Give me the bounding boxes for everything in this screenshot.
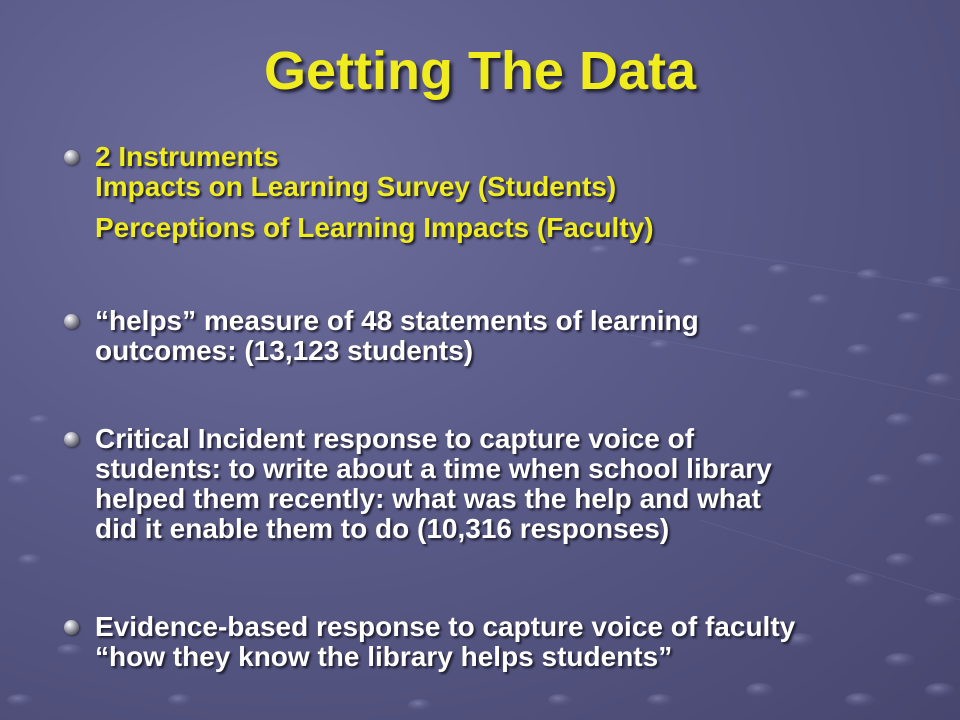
- bullet-text: [95, 424, 935, 544]
- bullet-line: Perceptions of Learning Impacts (Faculty): [95, 212, 654, 243]
- bullet-line: Evidence-based response to capture voice of faculty: [95, 611, 796, 642]
- bullet-line: “helps” measure of 48 statements of learning: [95, 305, 699, 336]
- bullet-sphere-icon: [64, 620, 79, 635]
- bullet-line: did it enable them to do (10,316 responses): [95, 513, 670, 544]
- bullet-line: “how they know the library helps students”: [95, 641, 673, 672]
- bullet-line: students: to write about a time when school library: [95, 453, 772, 484]
- bullet-line: helped them recently: what was the help and what: [95, 483, 761, 514]
- bullet-text: [95, 612, 935, 672]
- bullet-sphere-icon: [64, 432, 79, 447]
- bullet-line: Impacts on Learning Survey (Students): [95, 171, 617, 202]
- bullet-sphere-icon: [64, 314, 79, 329]
- bullet-line: outcomes: (13,123 students): [95, 335, 474, 366]
- slide-title: Getting The Data: [263, 41, 697, 101]
- bullet-sphere-icon: [64, 150, 79, 165]
- bullet-text: [95, 142, 935, 243]
- bullet-line: Critical Incident response to capture voice of: [95, 423, 695, 454]
- bullet-text: [95, 306, 935, 366]
- bullet-line: 2 Instruments: [95, 141, 279, 172]
